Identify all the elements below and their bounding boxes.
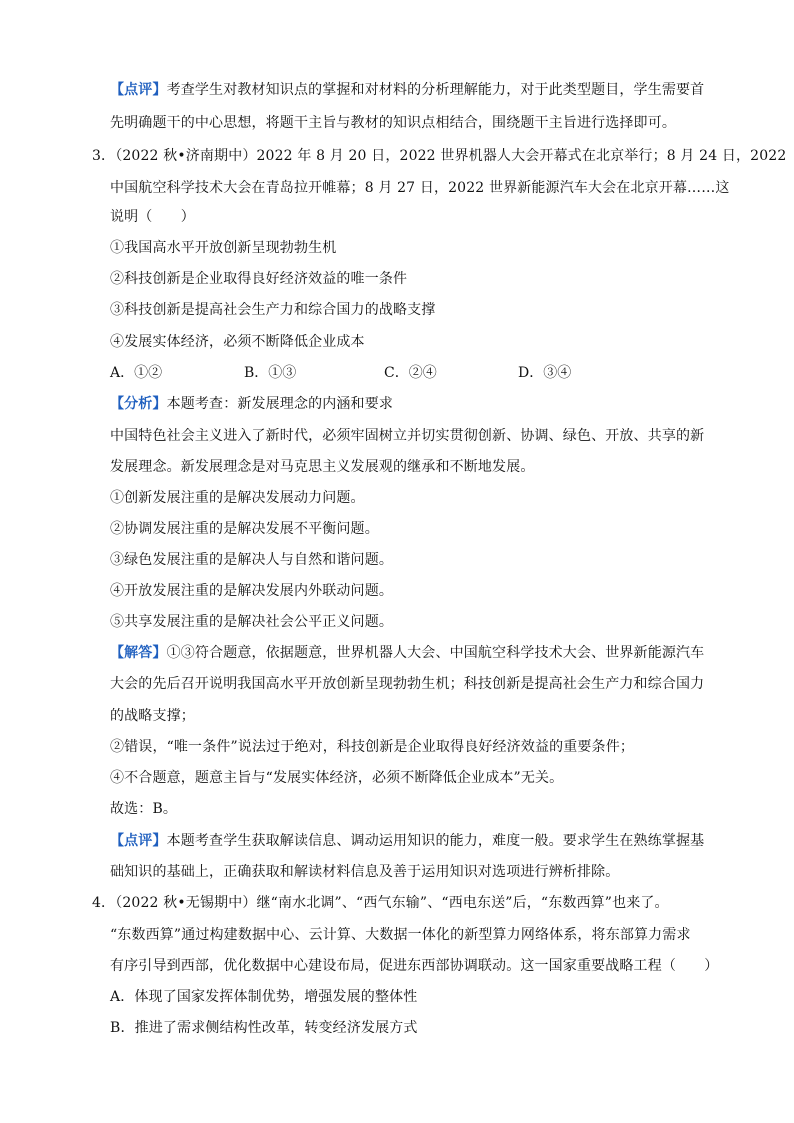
answer-tag: 【解答】 [110, 645, 167, 661]
q3-item-1: ①我国高水平开放创新呈现勃勃生机 [110, 240, 337, 256]
q3-analysis-line-2: 发展理念。新发展理念是对马克思主义发展观的继承和不断地发展。 [110, 459, 535, 475]
option-a: A．①② [110, 365, 163, 381]
q3-item-2: ②科技创新是企业取得良好经济效益的唯一条件 [110, 271, 408, 287]
q3-answer-line-2: 大会的先后召开说明我国高水平开放创新呈现勃勃生机；科技创新是提高社会生产力和综合国力 [110, 676, 705, 692]
analysis-tag: 【分析】 [110, 396, 167, 412]
option-b: B．①③ [244, 365, 297, 381]
q3-answer-line-5: ④不合题意，题意主旨与“发展实体经济，必须不断降低企业成本”无关。 [110, 770, 564, 786]
q3-analysis-point-1: ①创新发展注重的是解决发展动力问题。 [110, 490, 365, 506]
review-tag: 【点评】 [110, 82, 167, 98]
question-number: 3． [92, 148, 116, 164]
q3-stem-line-2: 中国航空科学技术大会在青岛拉开帷幕；8 月 27 日，2022 世界新能源汽车大会在北京开幕……这 [110, 180, 730, 196]
q3-analysis-head: 【分析】本题考查：新发展理念的内涵和要求 [110, 396, 394, 412]
question-number: 4． [92, 895, 116, 911]
option-c: C．②④ [384, 365, 437, 381]
q3-analysis-point-3: ③绿色发展注重的是解决人与自然和谐问题。 [110, 552, 393, 568]
q3-answer-line-3: 的战略支撑； [110, 708, 195, 724]
q4-stem-line-2: “东数西算”通过构建数据中心、云计算、大数据一体化的新型算力网络体系，将东部算力需求 [110, 927, 691, 943]
q4-stem-line-1: 4．（2022 秋•无锡期中）继“南水北调”、“西气东输”、“西电东送”后，“东数西算”也来了。 [92, 895, 669, 911]
q2-review-line-1: 【点评】考查学生对教材知识点的掌握和对材料的分析理解能力，对于此类型题目，学生需要首 [110, 82, 705, 98]
q3-item-3: ③科技创新是提高社会生产力和综合国力的战略支撑 [110, 302, 436, 318]
q4-option-a: A．体现了国家发挥体制优势，增强发展的整体性 [110, 989, 418, 1005]
review-tag: 【点评】 [110, 833, 167, 849]
q3-answer-line-4: ②错误，“唯一条件”说法过于绝对，科技创新是企业取得良好经济效益的重要条件； [110, 739, 635, 755]
q3-item-4: ④发展实体经济，必须不断降低企业成本 [110, 334, 365, 350]
q3-answer-choice: 故选：B。 [110, 801, 178, 817]
q4-stem-line-3: 有序引导到西部，优化数据中心建设布局，促进东西部协调联动。这一国家重要战略工程（ ） [110, 958, 719, 974]
q3-analysis-point-5: ⑤共享发展注重的是解决社会公平正义问题。 [110, 614, 393, 630]
q3-stem-line-1: 3．（2022 秋•济南期中）2022 年 8 月 20 日，2022 世界机器人大会开幕式在北京举行；8 月 24 日，2022 [92, 148, 787, 164]
q4-option-b: B．推进了需求侧结构性改革，转变经济发展方式 [110, 1020, 418, 1036]
q3-review-line-1: 【点评】本题考查学生获取解读信息、调动运用知识的能力，难度一般。要求学生在熟练掌握基 [110, 833, 705, 849]
q3-analysis-line-1: 中国特色社会主义进入了新时代，必须牢固树立并切实贯彻创新、协调、绿色、开放、共享的新 [110, 428, 705, 444]
q3-options [110, 363, 670, 383]
q3-analysis-point-2: ②协调发展注重的是解决发展不平衡问题。 [110, 521, 379, 537]
q2-review-line-2: 先明确题干的中心思想，将题干主旨与教材的知识点相结合，围绕题干主旨进行选择即可。 [110, 115, 676, 131]
q3-review-line-2: 础知识的基础上，正确获取和解读材料信息及善于运用知识对选项进行辨析排除。 [110, 864, 620, 880]
q3-stem-line-3: 说明（ ） [110, 209, 195, 225]
option-d: D．③④ [518, 365, 572, 381]
q3-answer-line-1: 【解答】①③符合题意，依据题意，世界机器人大会、中国航空科学技术大会、世界新能源汽车 [110, 645, 705, 661]
q3-analysis-point-4: ④开放发展注重的是解决发展内外联动问题。 [110, 583, 393, 599]
